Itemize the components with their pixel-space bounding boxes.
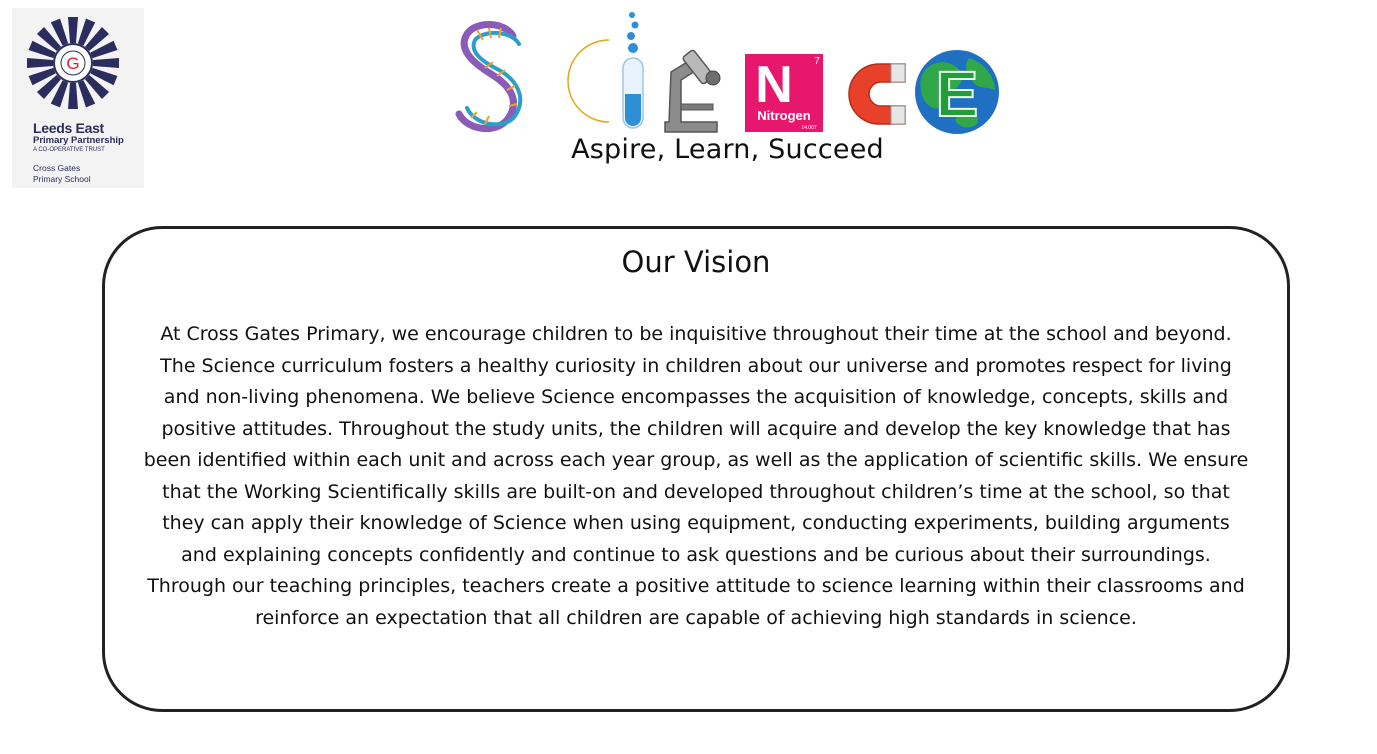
tagline: Aspire, Learn, Succeed <box>571 134 884 165</box>
school-logo <box>12 8 144 188</box>
nitrogen-n-tile-icon <box>745 54 823 132</box>
logo-trust-text: A CO-OPERATIVE TRUST <box>33 147 105 153</box>
logo-partnership-sub: Primary Partnership <box>33 135 124 146</box>
element-name: Nitrogen <box>757 108 811 123</box>
logo-school-name-1: Cross Gates <box>33 163 81 173</box>
microscope-e-letter-icon <box>665 49 720 132</box>
logo-partnership-name: Leeds East <box>33 120 104 136</box>
earth-e-letter-icon <box>915 50 999 134</box>
vision-paragraph: At Cross Gates Primary, we encourage children to be inquisitive throughout their time at the school and beyond. The Science curriculum fosters a healthy curiosity in children about our universe and promotes respect for living and non-living phenomena. We believe Science encompasses the acquisition of knowledge, concepts, skills and positive attitudes. Throughout the study units, the children will acquire and develop the key knowledge that has been identified within each unit and across each year group, as well as the application of scientific skills. We ensure that the Working Scientifically skills are built-on and developed throughout children’s time at the school, so that they can apply their knowledge of Science when using equipment, conducting experiments, building arguments and explaining concepts confidently and continue to ask questions and be curious about their surroundings. Through our teaching principles, teachers create a positive attitude to science learning within their classrooms and reinforce an expectation that all children are capable of achieving high standards in science. <box>143 323 1249 629</box>
vision-title: Our Vision <box>621 245 771 279</box>
logo-badge-letter: G <box>66 54 80 73</box>
science-banner <box>455 6 1005 136</box>
moon-c-letter-icon <box>568 40 609 122</box>
dna-s-letter-icon <box>459 24 520 128</box>
test-tube-i-letter-icon <box>623 12 643 128</box>
magnet-c-letter-icon <box>849 64 905 124</box>
element-symbol: N <box>755 56 793 114</box>
svg-text:E: E <box>935 58 979 130</box>
vision-panel <box>102 226 1290 712</box>
logo-school-name-2: Primary School <box>33 174 91 184</box>
element-number: 7 <box>814 56 820 67</box>
logo-badge-icon <box>12 8 144 118</box>
element-mass: 14.007 <box>801 125 817 131</box>
